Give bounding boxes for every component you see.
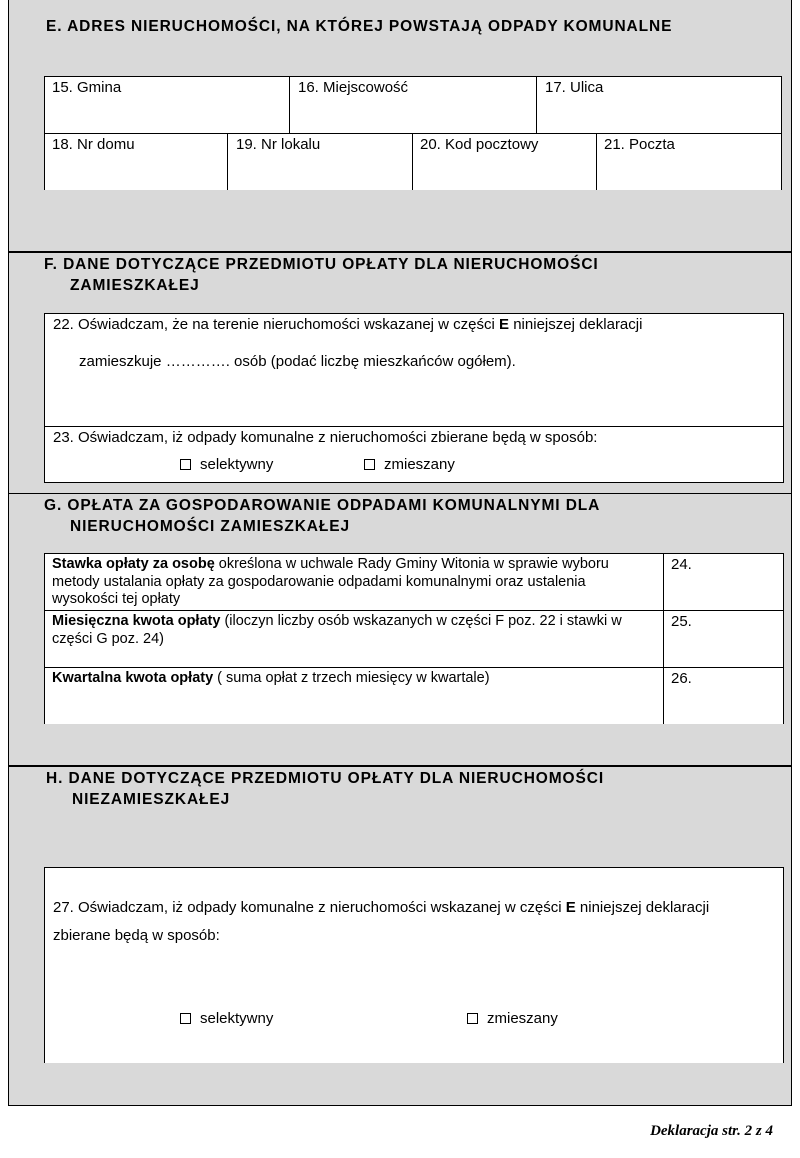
section-e-title: E. ADRES NIERUCHOMOŚCI, NA KTÓREJ POWSTAJĄ ODPADY KOMUNALNE — [46, 18, 673, 35]
f-option-selective[interactable]: selektywny — [180, 456, 273, 474]
page-footer: Deklaracja str. 2 z 4 — [650, 1123, 773, 1139]
field-miejscowosc[interactable]: 16. Miejscowość — [298, 79, 409, 96]
h-option-selective[interactable]: selektywny — [180, 1010, 273, 1028]
fee-row-quarterly-number[interactable]: 26. — [671, 670, 692, 687]
item-27-line2: zbierane będą w sposób: — [53, 927, 220, 944]
item-27-line1: 27. Oświadczam, iż odpady komunalne z nieruchomości wskazanej w części E niniejszej deklaracji — [53, 899, 710, 916]
item-22-line2: zamieszkuje …………. osób (podać liczbę mieszkańców ogółem). — [79, 353, 516, 370]
item-23: 23. Oświadczam, iż odpady komunalne z nieruchomości zbierane będą w sposób: — [53, 429, 598, 446]
fee-row-rate: Stawka opłaty za osobę określona w uchwale Rady Gminy Witonia w sprawie wyboru metody ustalania opłaty za gospodarowanie odpadami komunalnymi oraz ustalenia wysokości tej opłaty — [52, 556, 609, 607]
f-option-mixed[interactable]: zmieszany — [364, 456, 455, 474]
fee-row-quarterly: Kwartalna kwota opłaty ( suma opłat z trzech miesięcy w kwartale) — [52, 670, 490, 686]
h-option-mixed[interactable]: zmieszany — [467, 1010, 558, 1028]
field-poczta[interactable]: 21. Poczta — [604, 136, 675, 153]
field-nr-lokalu[interactable]: 19. Nr lokalu — [236, 136, 321, 153]
item-22-line1: 22. Oświadczam, że na terenie nieruchomości wskazanej w części E niniejszej deklaracji — [53, 316, 643, 333]
fee-row-rate-number[interactable]: 24. — [671, 556, 692, 573]
section-g-title: G. OPŁATA ZA GOSPODAROWANIE ODPADAMI KOMUNALNYMI DLA NIERUCHOMOŚCI ZAMIESZKAŁEJ — [44, 497, 601, 535]
field-nr-domu[interactable]: 18. Nr domu — [52, 136, 135, 153]
section-f-title: F. DANE DOTYCZĄCE PRZEDMIOTU OPŁATY DLA NIERUCHOMOŚCI ZAMIESZKAŁEJ — [44, 256, 599, 294]
checkbox-icon[interactable] — [180, 459, 191, 470]
checkbox-icon[interactable] — [467, 1013, 478, 1024]
field-gmina[interactable]: 15. Gmina — [52, 79, 122, 96]
section-h-title: H. DANE DOTYCZĄCE PRZEDMIOTU OPŁATY DLA NIERUCHOMOŚCI NIEZAMIESZKAŁEJ — [46, 770, 605, 808]
field-ulica[interactable]: 17. Ulica — [545, 79, 604, 96]
nonresidential-box — [44, 867, 784, 1063]
checkbox-icon[interactable] — [364, 459, 375, 470]
field-kod-pocztowy[interactable]: 20. Kod pocztowy — [420, 136, 539, 153]
checkbox-icon[interactable] — [180, 1013, 191, 1024]
fee-row-monthly-number[interactable]: 25. — [671, 613, 692, 630]
fee-row-monthly: Miesięczna kwota opłaty (iloczyn liczby osób wskazanych w części F poz. 22 i stawki w części G poz. 24) — [52, 613, 622, 647]
